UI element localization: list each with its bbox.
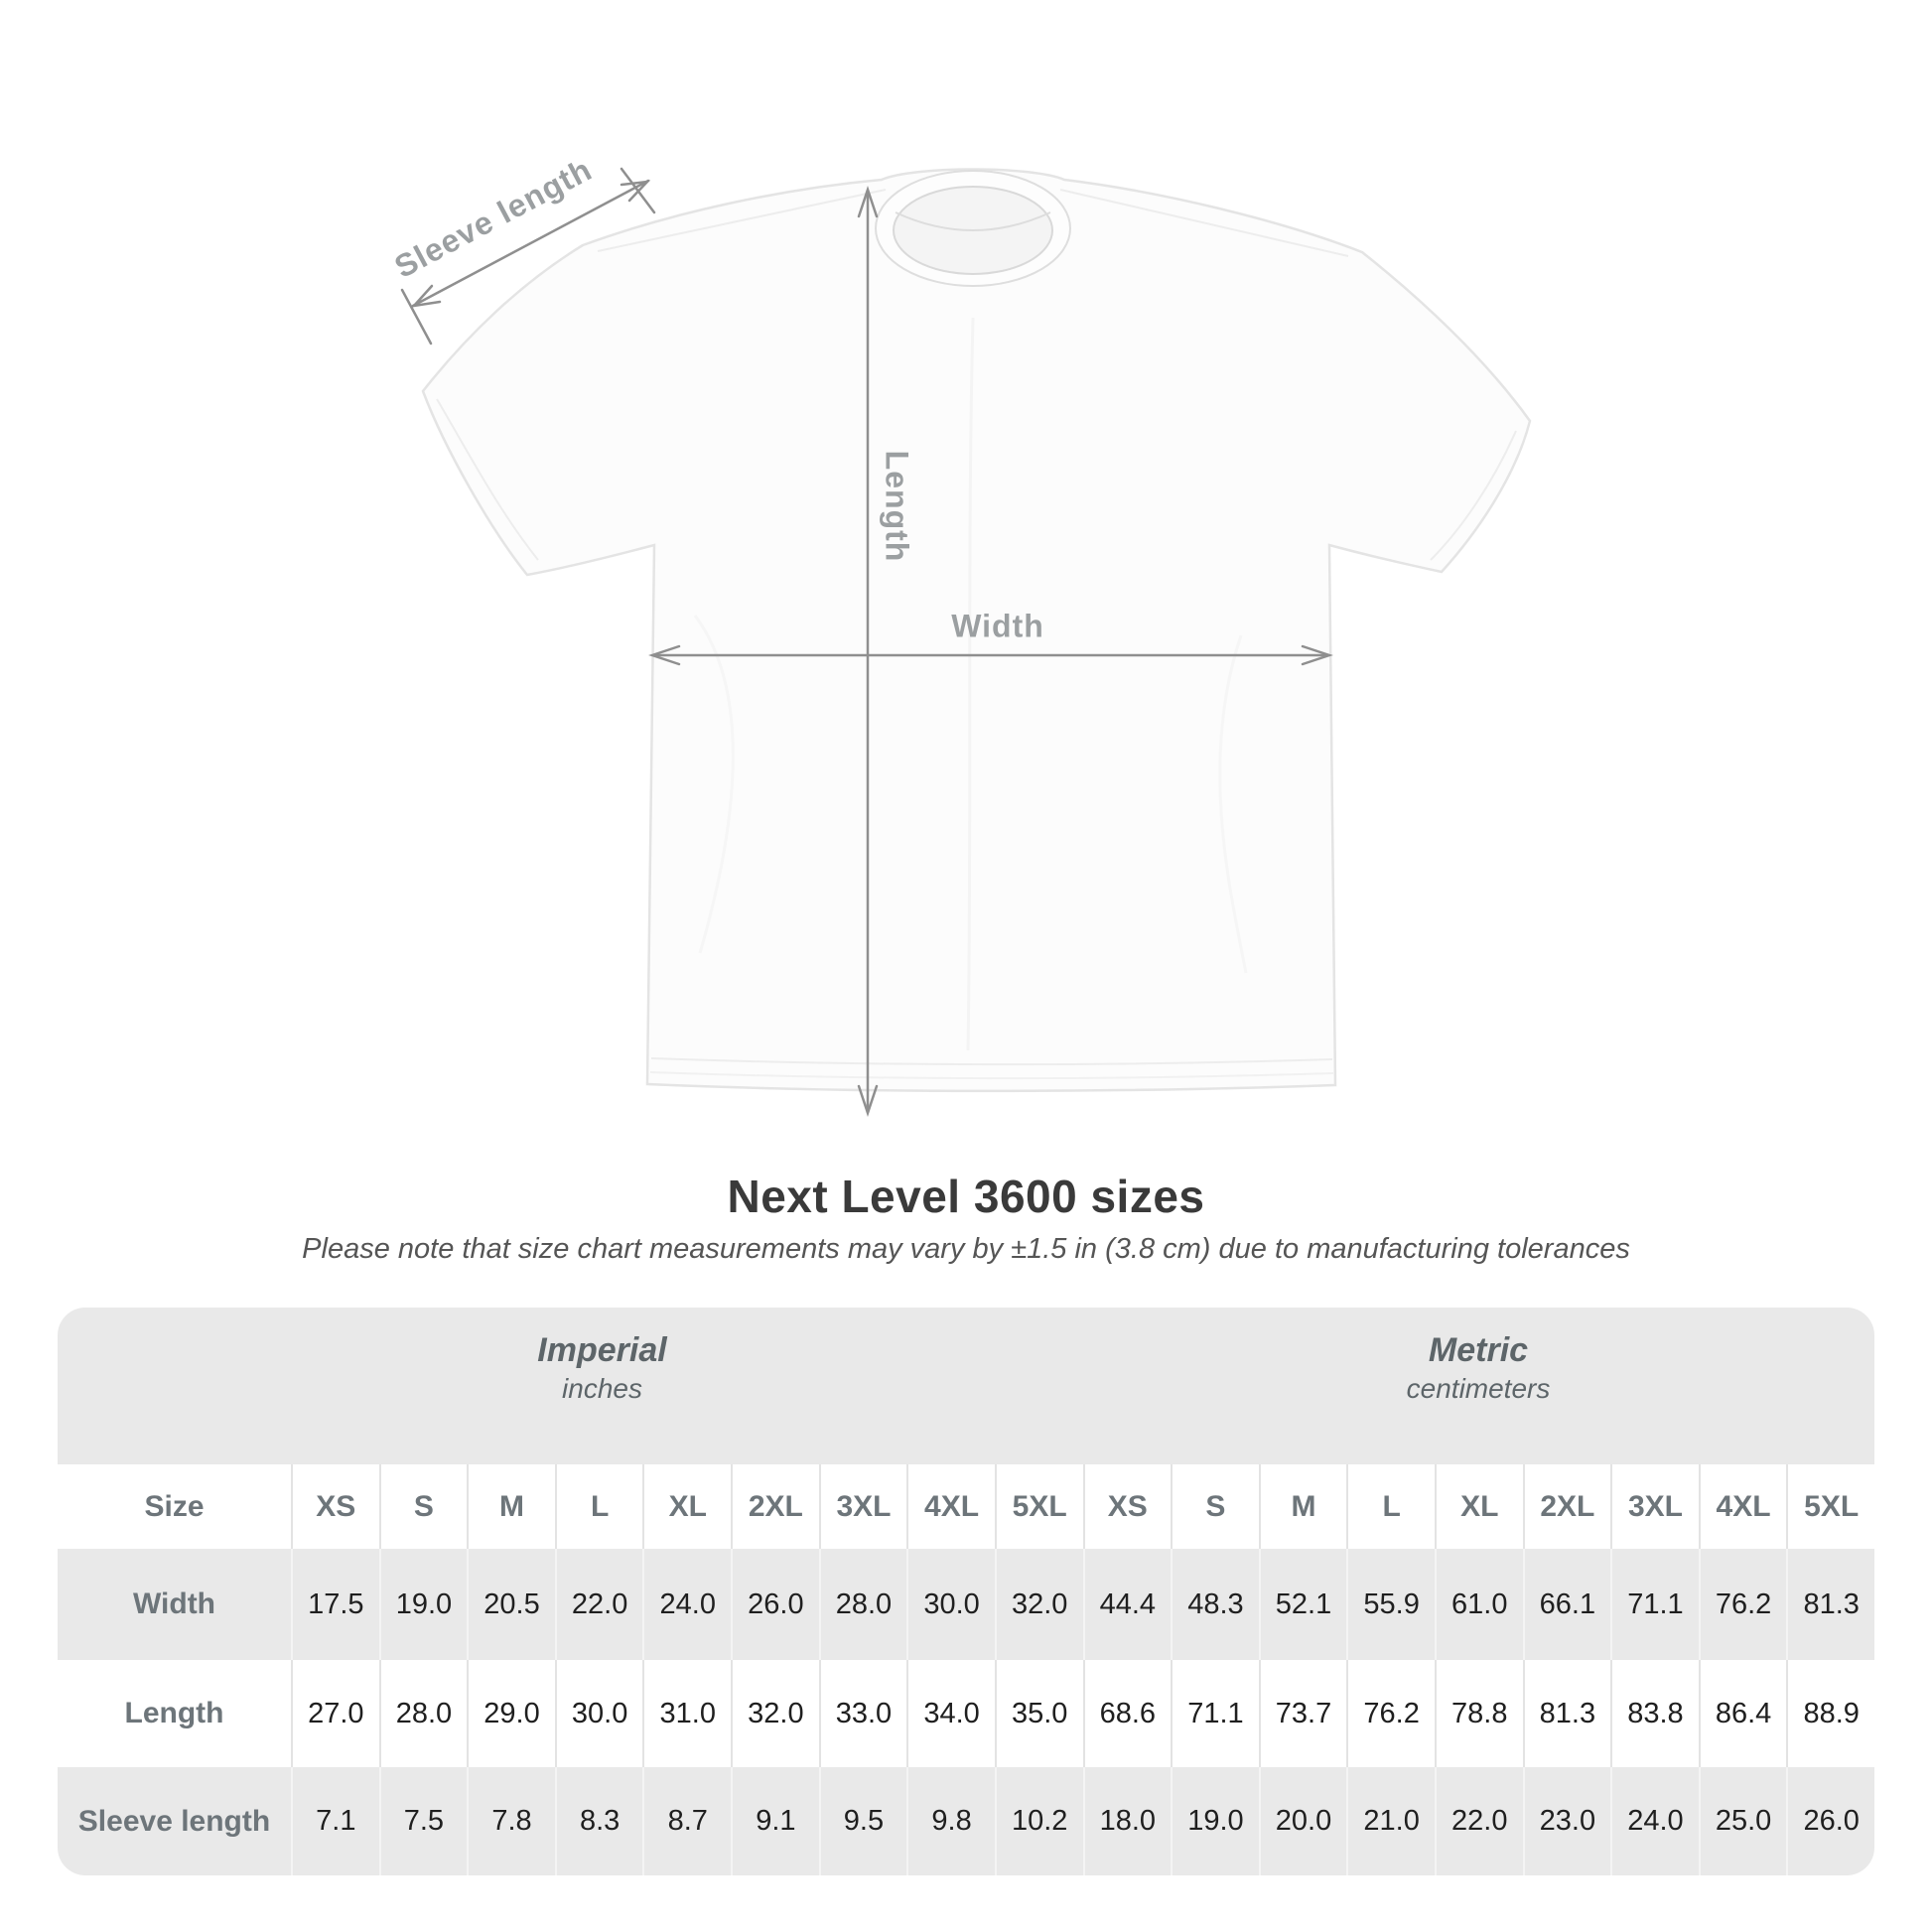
value-cell: 8.7: [642, 1767, 731, 1875]
value-cell: 10.2: [995, 1767, 1083, 1875]
value-cell: 19.0: [1171, 1767, 1259, 1875]
imperial-group-title: Imperial: [537, 1331, 667, 1369]
length-label: Length: [879, 450, 915, 563]
value-cell: 8.3: [555, 1767, 643, 1875]
value-cell: 32.0: [731, 1660, 819, 1767]
size-header-imperial-xl: XL: [642, 1464, 731, 1549]
value-cell: 22.0: [1435, 1767, 1523, 1875]
size-table: [58, 1308, 1874, 1875]
value-cell: 29.0: [467, 1660, 555, 1767]
value-cell: 18.0: [1083, 1767, 1172, 1875]
size-header-metric-xs: XS: [1083, 1464, 1172, 1549]
value-cell: 22.0: [555, 1549, 643, 1660]
value-cell: 19.0: [379, 1549, 468, 1660]
value-cell: 48.3: [1171, 1549, 1259, 1660]
value-cell: 55.9: [1346, 1549, 1435, 1660]
value-cell: 81.3: [1786, 1549, 1874, 1660]
value-cell: 20.0: [1259, 1767, 1347, 1875]
value-cell: 27.0: [291, 1660, 379, 1767]
page-subtitle: Please note that size chart measurements may vary by ±1.5 in (3.8 cm) due to manufacturing tolerances: [302, 1233, 1630, 1265]
value-cell: 66.1: [1523, 1549, 1611, 1660]
value-cell: 83.8: [1610, 1660, 1699, 1767]
value-cell: 76.2: [1699, 1549, 1787, 1660]
size-header-metric-5xl: 5XL: [1786, 1464, 1874, 1549]
size-header-imperial-5xl: 5XL: [995, 1464, 1083, 1549]
value-cell: 61.0: [1435, 1549, 1523, 1660]
size-header-imperial-s: S: [379, 1464, 468, 1549]
metric-group-header: [1082, 1308, 1874, 1464]
size-header-imperial-l: L: [555, 1464, 643, 1549]
imperial-group-unit: inches: [562, 1373, 642, 1404]
value-cell: 9.5: [819, 1767, 907, 1875]
value-cell: 30.0: [906, 1549, 995, 1660]
value-cell: 7.1: [291, 1767, 379, 1875]
unit-group-header: [58, 1308, 1874, 1464]
value-cell: 25.0: [1699, 1767, 1787, 1875]
value-cell: 88.9: [1786, 1660, 1874, 1767]
size-header-metric-2xl: 2XL: [1523, 1464, 1611, 1549]
row-label: Length: [58, 1660, 291, 1767]
value-cell: 52.1: [1259, 1549, 1347, 1660]
value-cell: 17.5: [291, 1549, 379, 1660]
value-cell: 21.0: [1346, 1767, 1435, 1875]
value-cell: 7.8: [467, 1767, 555, 1875]
value-cell: 26.0: [1786, 1767, 1874, 1875]
metric-group-title: Metric: [1428, 1331, 1529, 1369]
value-cell: 20.5: [467, 1549, 555, 1660]
row-label: Sleeve length: [77, 1804, 271, 1838]
value-cell: 73.7: [1259, 1660, 1347, 1767]
value-cell: 71.1: [1610, 1549, 1699, 1660]
value-cell: 23.0: [1523, 1767, 1611, 1875]
imperial-group-header: [58, 1308, 1082, 1464]
value-cell: 31.0: [642, 1660, 731, 1767]
size-header-metric-l: L: [1346, 1464, 1435, 1549]
row-label: Width: [132, 1587, 216, 1620]
metric-group-unit: centimeters: [1406, 1373, 1551, 1404]
value-cell: 32.0: [995, 1549, 1083, 1660]
size-header-metric-xl: XL: [1435, 1464, 1523, 1549]
size-header-metric-m: M: [1259, 1464, 1347, 1549]
size-header-metric-4xl: 4XL: [1699, 1464, 1787, 1549]
size-header-imperial-xs: XS: [291, 1464, 379, 1549]
value-cell: 44.4: [1083, 1549, 1172, 1660]
size-grid: [58, 1464, 1874, 1875]
size-column-header: Size: [58, 1464, 291, 1549]
value-cell: 9.8: [906, 1767, 995, 1875]
value-cell: 35.0: [995, 1660, 1083, 1767]
size-header-imperial-4xl: 4XL: [906, 1464, 995, 1549]
size-header-imperial-3xl: 3XL: [819, 1464, 907, 1549]
value-cell: 24.0: [1610, 1767, 1699, 1875]
value-cell: 9.1: [731, 1767, 819, 1875]
size-header-imperial-m: M: [467, 1464, 555, 1549]
value-cell: 28.0: [819, 1549, 907, 1660]
value-cell: 78.8: [1435, 1660, 1523, 1767]
value-cell: 30.0: [555, 1660, 643, 1767]
value-cell: 33.0: [819, 1660, 907, 1767]
sleeve-length-label: Sleeve length: [388, 151, 599, 285]
size-header-metric-s: S: [1171, 1464, 1259, 1549]
value-cell: 76.2: [1346, 1660, 1435, 1767]
value-cell: 24.0: [642, 1549, 731, 1660]
value-cell: 81.3: [1523, 1660, 1611, 1767]
value-cell: 34.0: [906, 1660, 995, 1767]
value-cell: 28.0: [379, 1660, 468, 1767]
size-header-imperial-2xl: 2XL: [731, 1464, 819, 1549]
value-cell: 68.6: [1083, 1660, 1172, 1767]
value-cell: 26.0: [731, 1549, 819, 1660]
size-header-metric-3xl: 3XL: [1610, 1464, 1699, 1549]
page-title: Next Level 3600 sizes: [727, 1171, 1205, 1222]
value-cell: 86.4: [1699, 1660, 1787, 1767]
value-cell: 71.1: [1171, 1660, 1259, 1767]
value-cell: 7.5: [379, 1767, 468, 1875]
width-label: Width: [951, 608, 1044, 644]
